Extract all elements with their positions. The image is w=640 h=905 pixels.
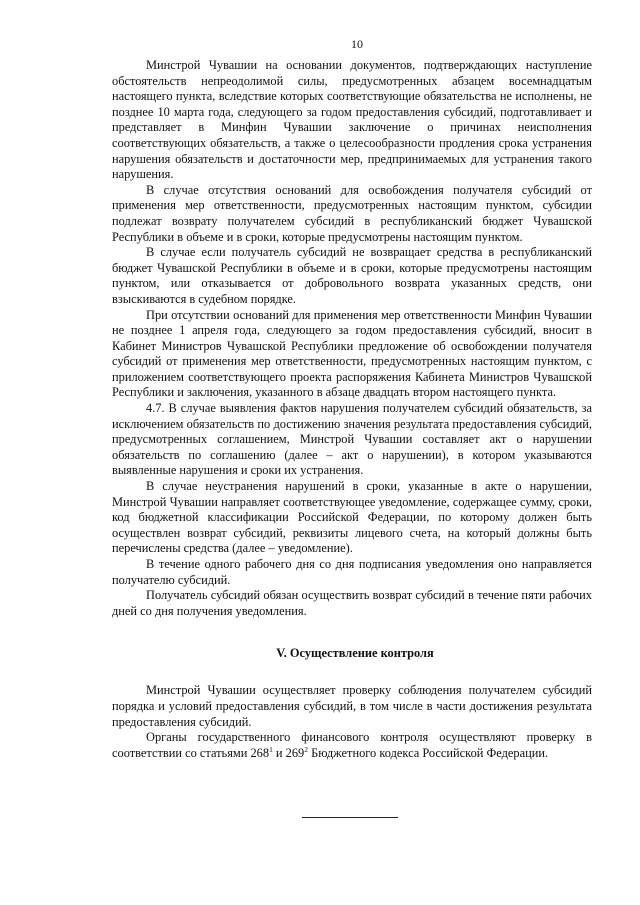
paragraph: При отсутствии оснований для применения мер ответственности Минфин Чувашии не позднее 1 апреля года, следующего за годом предоставления субсидий, вносит в Кабинет Министров Чувашской Республики предложение об освобождении получателя субсидий от применения мер ответственности, предусмотренных настоящим пунктом, с приложением соответствующего проекта распоряжения Кабинета Министров Чувашской Республики и заключения, указанного в абзаце двадцать втором настоящего пункта. — [112, 307, 592, 400]
paragraphs-after — [112, 683, 592, 761]
superscript: 1 — [269, 744, 273, 754]
paragraph: В случае отсутствия оснований для освобождения получателя субсидий от применения мер ответственности, предусмотренных настоящим пунктом, субсидии подлежат возврату получателем субсидий в республиканский бюджет Чувашской Республики в объеме и в сроки, которые предусмотрены настоящим пунктом. — [112, 182, 592, 244]
paragraph: В случае неустранения нарушений в сроки, указанные в акте о нарушении, Минстрой Чувашии направляет соответствующее уведомление, содержащее сумму, сроки, код бюджетной классификации Российской Федерации, по которому должен быть осуществлен возврат субсидий, реквизиты лицевого счета, на который должны быть перечислены средства (далее – уведомление). — [112, 479, 592, 556]
page-number: 10 — [351, 37, 363, 51]
paragraphs-before — [112, 58, 592, 619]
section-heading: V. Осуществление контроля — [276, 646, 434, 661]
paragraph: Минстрой Чувашии на основании документов, подтверждающих наступление обстоятельств непреодолимой силы, предусмотренных абзацем восемнадцатым настоящего пункта, вследствие которых соответствующие обязательства не исполнены, не позднее 10 марта года, следующего за годом предоставления субсидий, подготавливает и представляет в Минфин Чувашии заключение о причинах неисполнения соответствующих обязательств, а также о целесообразности продления срока устранения нарушения обязательств и достаточности мер, предпринимаемых для устранения такого нарушения. — [112, 58, 592, 182]
superscript: 2 — [304, 744, 308, 754]
document-body — [112, 58, 592, 761]
paragraph-text: и 269 — [272, 745, 305, 760]
end-divider — [302, 817, 398, 818]
paragraph: Минстрой Чувашии осуществляет проверку соблюдения получателем субсидий порядка и условий предоставления субсидий, в том числе в части достижения результата предоставления субсидий. — [112, 683, 592, 729]
paragraph: Получатель субсидий обязан осуществить возврат субсидий в течение пяти рабочих дней со дня получения уведомления. — [112, 588, 592, 618]
paragraph-budget-code — [112, 730, 592, 761]
paragraph: В случае если получатель субсидий не возвращает средства в республиканский бюджет Чувашской Республики в объеме и в сроки, которые предусмотрены настоящим пунктом, или отказывается от добровольного возврата указанных средств, они взыскиваются в судебном порядке. — [112, 245, 592, 306]
paragraph-text: Бюджетного кодекса Российской Федерации. — [308, 745, 549, 760]
paragraph: 4.7. В случае выявления фактов нарушения получателем субсидий обязательств, за исключением обязательств по достижению значения результата предоставления субсидий, предусмотренных соглашением, Минстрой Чувашии составляет акт о нарушении обязательств по соглашению (далее – акт о нарушении), в котором указываются выявленные нарушения и сроки их устранения. — [112, 401, 592, 478]
paragraph-text: Органы государственного финансового контроля осуществляют проверку в соответствии со статьями 268 — [112, 730, 592, 760]
paragraph: В течение одного рабочего дня со дня подписания уведомления оно направляется получателю субсидий. — [112, 557, 592, 587]
